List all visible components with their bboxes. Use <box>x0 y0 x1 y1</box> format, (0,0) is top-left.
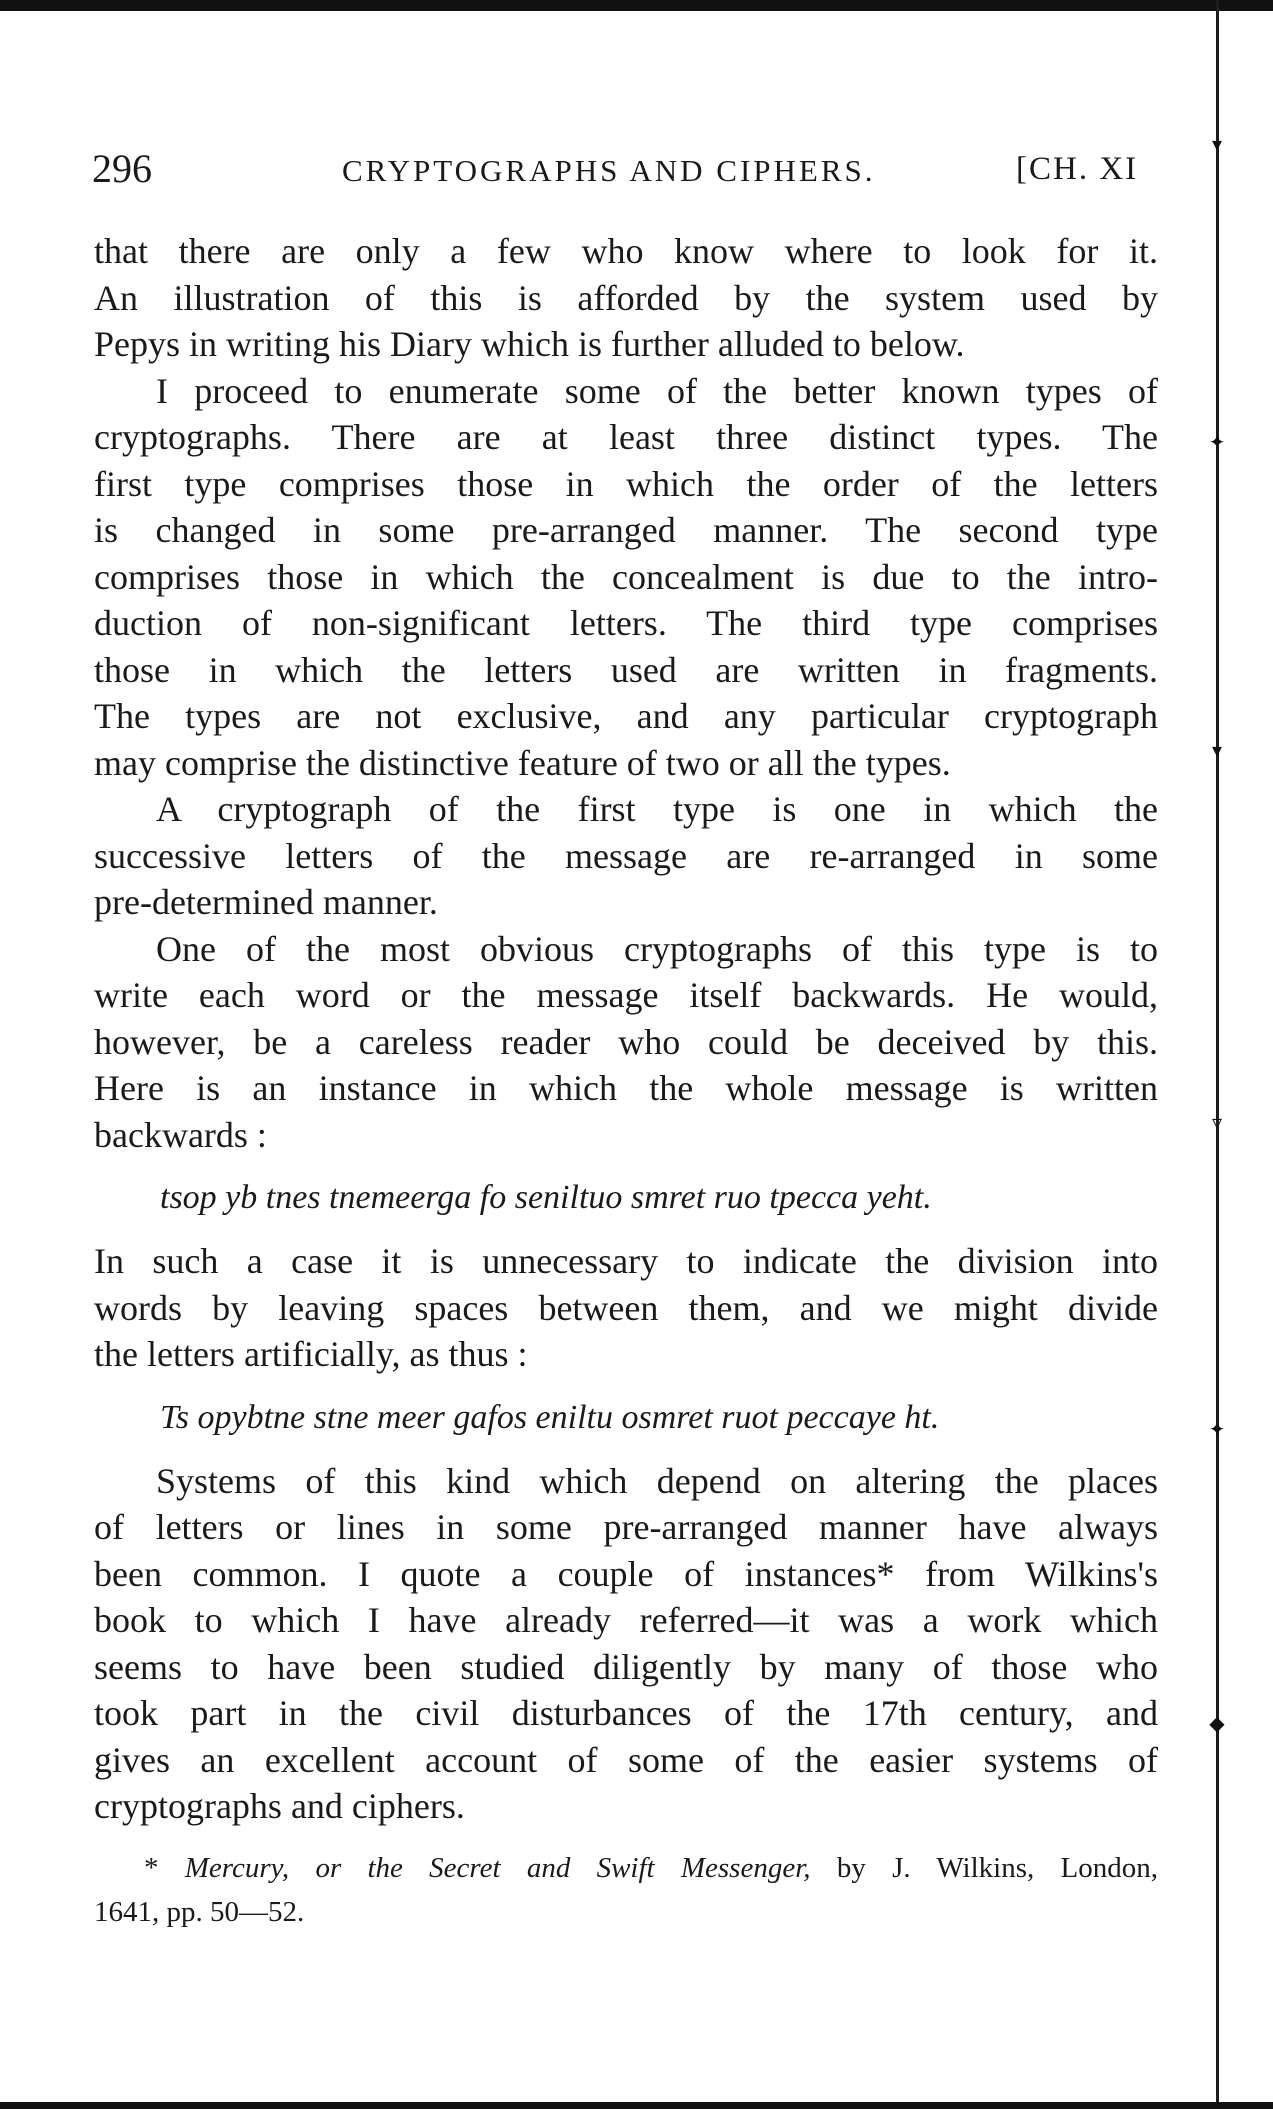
example-regrouped-message: Ts opybtne stne meer gafos eniltu osmret ruot peccaye ht. <box>160 1398 940 1436</box>
text-line: The types are not exclusive, and any particular cryptograph <box>94 696 1158 736</box>
text-line: those in which the letters used are written in fragments. <box>94 649 1158 690</box>
text-line: that there are only a few who know where to look for it. <box>94 231 1158 271</box>
text-line: write each word or the message itself backwards. He would, <box>94 975 1158 1015</box>
running-title: CRYPTOGRAPHS AND CIPHERS. <box>342 153 876 188</box>
text-line: pre-determined manner. <box>94 882 438 922</box>
example-reversed-message: tsop yb tnes tnemeerga fo seniltuo smret ruo tpecca yeht. <box>160 1179 932 1216</box>
paragraph-6 <box>94 1458 1158 1830</box>
footnote-marker: * <box>144 1851 159 1884</box>
body-text <box>94 228 1158 1934</box>
paragraph-2 <box>94 368 1158 787</box>
text-line: of letters or lines in some pre-arranged manner have always <box>94 1507 1158 1547</box>
text-line: A cryptograph of the first type is one in which the <box>156 789 1158 829</box>
binding-tick-mark: ▿ <box>1211 1110 1223 1134</box>
binding-tick-mark: ◆ <box>1209 1711 1225 1735</box>
text-line: book to which I have already referred—it was a work which <box>94 1600 1158 1640</box>
page-number: 296 <box>92 146 152 191</box>
text-line: duction of non-significant letters. The third type comprises <box>94 603 1158 643</box>
text-line: One of the most obvious cryptographs of this type is to <box>156 928 1158 969</box>
binding-edge-line <box>1216 0 1219 2109</box>
top-scan-edge <box>0 0 1273 11</box>
text-line: may comprise the distinctive feature of two or all the types. <box>94 742 951 783</box>
bottom-scan-edge <box>0 2102 1273 2109</box>
text-line: Here is an instance in which the whole message is written <box>94 1068 1158 1108</box>
footnote-citation: by J. Wilkins, London, <box>836 1851 1158 1884</box>
text-line: words by leaving spaces between them, and we might divide <box>94 1287 1158 1328</box>
binding-tick-mark: ▾ <box>1211 132 1223 156</box>
paragraph-5 <box>94 1238 1158 1378</box>
chapter-reference: [CH. XI <box>1016 151 1139 187</box>
text-line: however, be a careless reader who could be deceived by this. <box>94 1021 1158 1062</box>
text-line: I proceed to enumerate some of the better known types of <box>156 370 1158 411</box>
paragraph-1 <box>94 228 1158 368</box>
text-line: successive letters of the message are re-arranged in some <box>94 835 1158 876</box>
text-line: An illustration of this is afforded by the system used by <box>94 277 1158 318</box>
text-line: gives an excellent account of some of the easier systems of <box>94 1739 1158 1780</box>
footnote <box>94 1846 1158 1934</box>
paragraph-3 <box>94 786 1158 926</box>
text-line: Systems of this kind which depend on altering the places <box>156 1460 1158 1501</box>
paragraph-4 <box>94 926 1158 1159</box>
text-line: the letters artificially, as thus : <box>94 1334 528 1374</box>
footnote-line <box>94 1846 1158 1890</box>
text-line: is changed in some pre-arranged manner. The second type <box>94 510 1158 550</box>
binding-tick-mark: ✦ <box>1208 430 1226 454</box>
footnote-line: 1641, pp. 50—52. <box>94 1895 305 1928</box>
running-head <box>92 144 1152 194</box>
binding-tick-mark: ▾ <box>1211 738 1223 762</box>
text-line: In such a case it is unnecessary to indicate the division into <box>94 1241 1158 1281</box>
footnote-book-title: Mercury, or the Secret and Swift Messenger, <box>184 1851 811 1884</box>
text-line: been common. I quote a couple of instances* from Wilkins's <box>94 1553 1158 1594</box>
text-line: cryptographs and ciphers. <box>94 1786 465 1826</box>
text-line: first type comprises those in which the order of the letters <box>94 463 1158 504</box>
text-line: took part in the civil disturbances of the 17th century, and <box>94 1693 1158 1733</box>
text-line: comprises those in which the concealment is due to the intro- <box>94 556 1158 597</box>
text-line: seems to have been studied diligently by many of those who <box>94 1646 1158 1687</box>
text-line: backwards : <box>94 1114 267 1155</box>
text-line: cryptographs. There are at least three distinct types. The <box>94 417 1158 457</box>
text-line: Pepys in writing his Diary which is further alluded to below. <box>94 324 965 364</box>
binding-tick-mark: ✦ <box>1208 1417 1226 1441</box>
